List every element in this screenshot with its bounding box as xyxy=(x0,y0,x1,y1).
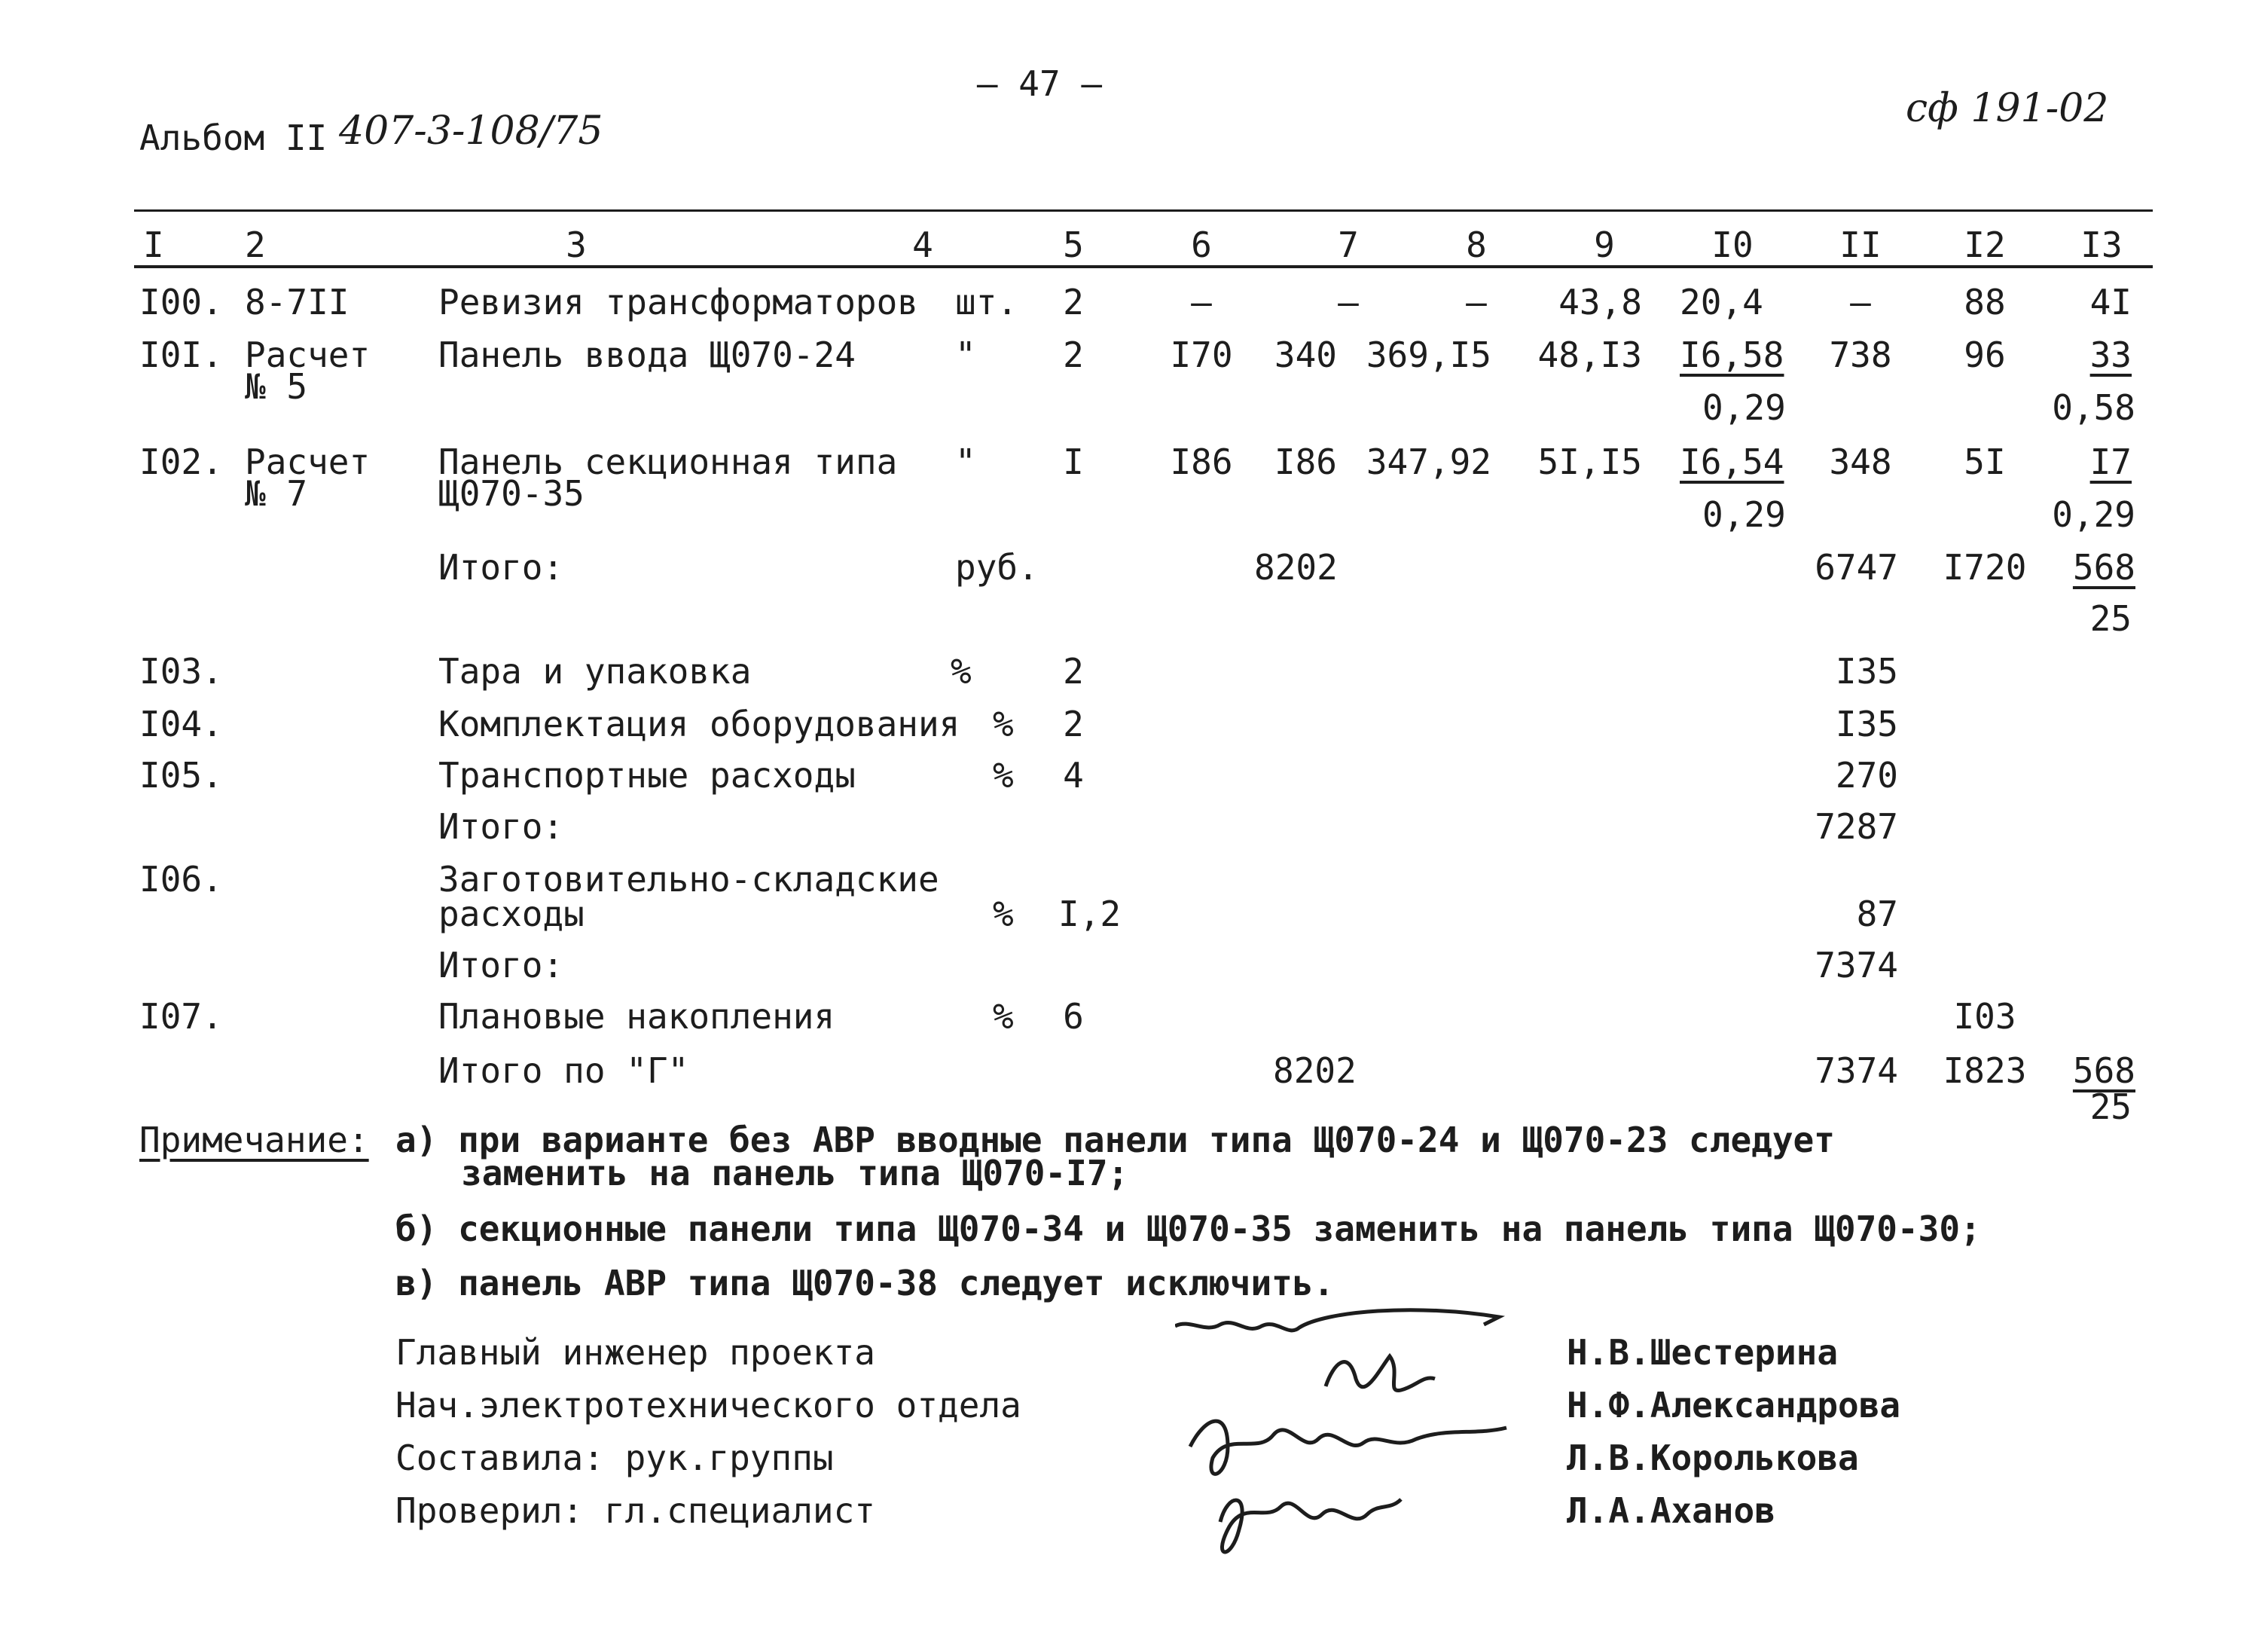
cell-col10-sub: 0,29 xyxy=(1702,494,1786,535)
cell-col10-sub: 0,29 xyxy=(1702,387,1786,428)
row-name: Панель ввода Щ070-24 xyxy=(438,335,856,375)
total-unit: руб. xyxy=(955,547,1039,588)
row-name-cont: расходы xyxy=(438,894,585,934)
signature-name: Л.В.Королькова xyxy=(1567,1438,1859,1478)
col-header-9: 9 xyxy=(1594,225,1615,265)
row-number: I05. xyxy=(139,755,223,796)
total-label: Итого по "Г" xyxy=(438,1050,689,1091)
cell-col9: 43,8 xyxy=(1558,282,1642,322)
table-header-rule xyxy=(134,265,2153,268)
cell-col11: – xyxy=(1850,282,1871,322)
col-header-7: 7 xyxy=(1338,225,1359,265)
row-name: Панель секционная типа xyxy=(438,442,898,482)
row-number: I04. xyxy=(139,704,223,744)
row-name: Тара и упаковка xyxy=(438,651,752,692)
table-top-rule xyxy=(134,209,2153,212)
total-label: Итого: xyxy=(438,547,564,588)
row-code: 8-7II xyxy=(245,282,350,322)
note-c: в) панель АВР типа Щ070-38 следует исключить. xyxy=(395,1263,1335,1303)
cell-col11: 7374 xyxy=(1815,1050,1898,1091)
row-qty: 4 xyxy=(1063,755,1084,796)
note-label: Примечание: xyxy=(139,1120,369,1160)
signature-name: Н.Ф.Александрова xyxy=(1567,1385,1901,1425)
row-unit: " xyxy=(955,442,976,482)
signature-name: Л.А.Аханов xyxy=(1567,1490,1775,1531)
cell-col13-sub: 25 xyxy=(2089,1086,2132,1127)
cell-col13: 33 xyxy=(2089,335,2132,375)
cell-col7: 340 xyxy=(1274,335,1337,375)
cell-col13-sub: 0,29 xyxy=(2052,494,2135,535)
cell-col11: 7374 xyxy=(1815,945,1898,985)
row-number: I00. xyxy=(139,282,223,322)
cell-col11: I35 xyxy=(1835,704,1898,744)
row-qty: 2 xyxy=(1063,704,1084,744)
cell-col11: 7287 xyxy=(1815,806,1898,847)
cell-col13-sub: 0,58 xyxy=(2052,387,2135,428)
signature-mark xyxy=(1220,1499,1401,1552)
col-header-13: I3 xyxy=(2080,225,2123,265)
total-label: Итого: xyxy=(438,945,564,985)
cell-col12: I823 xyxy=(1943,1050,2027,1091)
cell-col9: 48,I3 xyxy=(1537,335,1642,375)
signature-role: Проверил: гл.специалист xyxy=(395,1490,875,1531)
cell-col11: 87 xyxy=(1856,894,1898,934)
row-name: Комплектация оборудования xyxy=(438,704,960,744)
cell-col7: – xyxy=(1338,282,1359,322)
cell-col12: I720 xyxy=(1943,547,2027,588)
cell-col8: – xyxy=(1466,282,1487,322)
cell-col13: 4I xyxy=(2089,282,2132,322)
col-header-8: 8 xyxy=(1466,225,1487,265)
cell-col11: 6747 xyxy=(1815,547,1898,588)
row-code-number: № 5 xyxy=(245,366,308,407)
album-label: Альбом II xyxy=(139,118,328,158)
row-number: I02. xyxy=(139,442,223,482)
row-qty: 2 xyxy=(1063,335,1084,375)
row-unit: % xyxy=(951,651,972,692)
row-code-number: № 7 xyxy=(245,473,308,514)
row-code: Расчет xyxy=(245,442,371,482)
row-number: I0I. xyxy=(139,335,223,375)
row-unit: % xyxy=(993,704,1014,744)
cell-col10: I6,54 xyxy=(1680,442,1784,482)
col-header-1: I xyxy=(143,225,164,265)
cell-col13: 568 xyxy=(2072,1050,2135,1091)
cell-col7: 8202 xyxy=(1254,547,1338,588)
row-name: Заготовительно-складские xyxy=(438,859,939,900)
row-code: Расчет xyxy=(245,335,371,375)
note-a-line1: а) при варианте без АВР вводные панели типа Щ070-24 и Щ070-23 следует xyxy=(395,1120,1835,1160)
row-name: Ревизия трансформаторов xyxy=(438,282,918,322)
cell-col9: 5I,I5 xyxy=(1537,442,1642,482)
col-header-10: I0 xyxy=(1711,225,1754,265)
row-unit: % xyxy=(993,894,1014,934)
cell-col6: – xyxy=(1191,282,1212,322)
page-number: – 47 – xyxy=(976,63,1103,104)
signature-role: Составила: рук.группы xyxy=(395,1438,834,1478)
row-unit: шт. xyxy=(955,282,1018,322)
row-number: I06. xyxy=(139,859,223,900)
cell-col6: I86 xyxy=(1170,442,1233,482)
row-qty: 6 xyxy=(1063,996,1084,1037)
note-a-line2: заменить на панель типа Щ070-I7; xyxy=(461,1153,1129,1193)
row-qty: I xyxy=(1063,442,1084,482)
cell-col12: 96 xyxy=(1964,335,2006,375)
cell-col11: I35 xyxy=(1835,651,1898,692)
row-number: I07. xyxy=(139,996,223,1037)
handwritten-signatures xyxy=(1175,1303,1537,1590)
sheet-code: сф 191-02 xyxy=(1906,86,2109,131)
row-qty: 2 xyxy=(1063,651,1084,692)
cell-col10: 20,4 xyxy=(1680,282,1763,322)
col-header-4: 4 xyxy=(912,225,933,265)
signature-mark xyxy=(1175,1310,1499,1331)
cell-col7: 8202 xyxy=(1273,1050,1357,1091)
row-name: Плановые накопления xyxy=(438,996,835,1037)
row-qty: 2 xyxy=(1063,282,1084,322)
album-code: 407-3-108/75 xyxy=(339,108,603,154)
cell-col13: 568 xyxy=(2072,547,2135,588)
col-header-11: II xyxy=(1839,225,1882,265)
cell-col8: 347,92 xyxy=(1366,442,1491,482)
row-name: Транспортные расходы xyxy=(438,755,856,796)
signature-name: Н.В.Шестерина xyxy=(1567,1332,1839,1373)
cell-col11: 348 xyxy=(1829,442,1892,482)
cell-col10: I6,58 xyxy=(1680,335,1784,375)
note-b: б) секционные панели типа Щ070-34 и Щ070-35 заменить на панель типа Щ070-30; xyxy=(395,1209,1981,1249)
signature-role: Нач.электротехнического отдела xyxy=(395,1385,1021,1425)
total-label: Итого: xyxy=(438,806,564,847)
row-unit: % xyxy=(993,996,1014,1037)
cell-col11: 738 xyxy=(1829,335,1892,375)
cell-col12: 5I xyxy=(1964,442,2006,482)
signature-mark xyxy=(1190,1421,1506,1474)
signature-role: Главный инженер проекта xyxy=(395,1332,875,1373)
row-qty: I,2 xyxy=(1058,894,1122,934)
cell-col6: I70 xyxy=(1170,335,1233,375)
cell-col12: 88 xyxy=(1964,282,2006,322)
col-header-3: 3 xyxy=(566,225,587,265)
col-header-5: 5 xyxy=(1063,225,1084,265)
cell-col8: 369,I5 xyxy=(1366,335,1491,375)
cell-col13: I7 xyxy=(2089,442,2132,482)
row-unit: " xyxy=(955,335,976,375)
cell-col12: I03 xyxy=(1953,996,2016,1037)
col-header-6: 6 xyxy=(1191,225,1212,265)
signature-mark xyxy=(1326,1356,1435,1391)
col-header-12: I2 xyxy=(1964,225,2006,265)
cell-col11: 270 xyxy=(1835,755,1898,796)
col-header-2: 2 xyxy=(245,225,266,265)
row-name-cont: Щ070-35 xyxy=(438,473,585,514)
cell-col13-sub: 25 xyxy=(2089,598,2132,639)
cell-col7: I86 xyxy=(1274,442,1337,482)
row-unit: % xyxy=(993,755,1014,796)
row-number: I03. xyxy=(139,651,223,692)
